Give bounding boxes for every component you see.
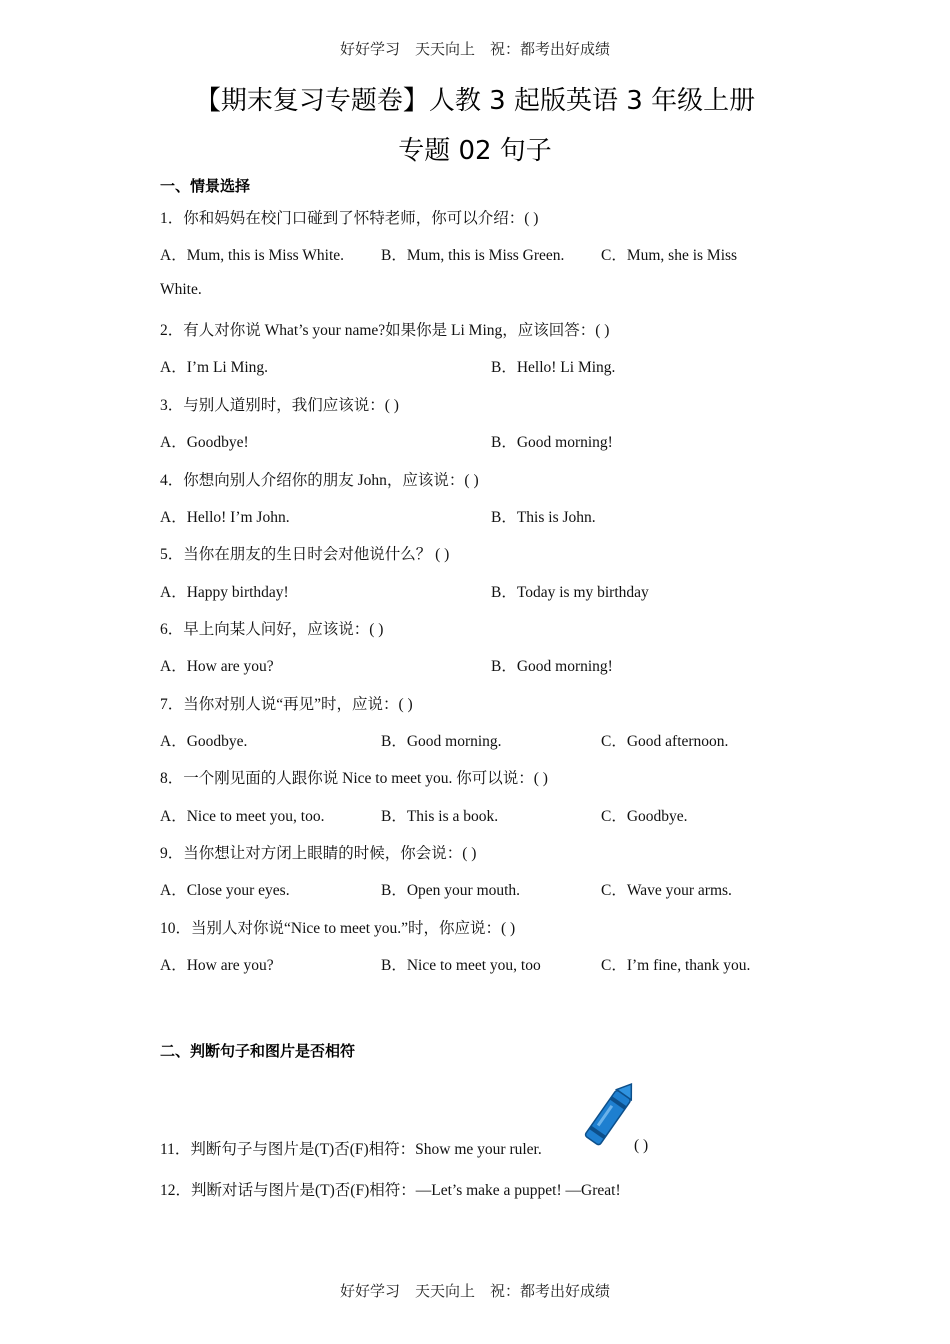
q4-option-b[interactable]: B．This is John. [491, 509, 596, 526]
q1-option-c[interactable]: C．Mum, she is Miss [601, 247, 738, 264]
section2-heading: 二、判断句子和图片是否相符 [160, 1042, 356, 1060]
q10-option-b[interactable]: B．Nice to meet you, too [381, 957, 541, 974]
q2-option-a[interactable]: A．I’m Li Ming. [160, 359, 269, 376]
q7-option-a[interactable]: A．Goodbye. [160, 733, 248, 750]
q1-option-c-cont: White. [160, 281, 202, 298]
q9-stem: 9．当你想让对方闭上眼睛的时候，你会说：( ) [160, 845, 477, 862]
q6-option-b[interactable]: B．Good morning! [491, 658, 613, 675]
q6-stem: 6．早上向某人问好，应该说：( ) [160, 621, 384, 638]
q11-answer-blank[interactable]: ( ) [634, 1137, 649, 1154]
q12-stem: 12．判断对话与图片是(T)否(F)相符：—Let’s make a puppet! —Great! [160, 1182, 621, 1199]
page-footer: 好好学习 天天向上 祝：都考出好成绩 [339, 1282, 610, 1300]
q9-option-b[interactable]: B．Open your mouth. [381, 882, 521, 899]
q1-option-b[interactable]: B．Mum, this is Miss Green. [381, 247, 565, 264]
q2-stem: 2．有人对你说 What’s your name?如果你是 Li Ming，应该回答：( ) [160, 322, 610, 339]
q2-option-b[interactable]: B．Hello! Li Ming. [491, 359, 616, 376]
q5-option-b[interactable]: B．Today is my birthday [491, 584, 649, 601]
q8-option-c[interactable]: C．Goodbye. [601, 808, 688, 825]
q6-option-a[interactable]: A．How are you? [160, 658, 274, 675]
q1-option-a[interactable]: A．Mum, this is Miss White. [160, 247, 345, 264]
q4-option-a[interactable]: A．Hello! I’m John. [160, 509, 290, 526]
q1-stem: 1．你和妈妈在校门口碰到了怀特老师，你可以介绍：( ) [160, 210, 539, 227]
q10-option-c[interactable]: C．I’m fine, thank you. [601, 957, 751, 974]
q5-option-a[interactable]: A．Happy birthday! [160, 584, 289, 601]
q3-option-b[interactable]: B．Good morning! [491, 434, 613, 451]
q4-stem: 4．你想向别人介绍你的朋友 John，应该说：( ) [160, 472, 479, 489]
q10-option-a[interactable]: A．How are you? [160, 957, 274, 974]
q3-stem: 3．与别人道别时，我们应该说：( ) [160, 397, 399, 414]
q7-option-b[interactable]: B．Good morning. [381, 733, 502, 750]
q5-stem: 5．当你在朋友的生日时会对他说什么？ ( ) [160, 546, 450, 563]
q8-option-b[interactable]: B．This is a book. [381, 808, 499, 825]
q7-option-c[interactable]: C．Good afternoon. [601, 733, 729, 750]
page-header: 好好学习 天天向上 祝：都考出好成绩 [339, 40, 610, 58]
page-subtitle: 专题 02 句子 [398, 136, 552, 166]
q11-stem: 11．判断句子与图片是(T)否(F)相符：Show me your ruler. [160, 1141, 542, 1158]
page-title: 【期末复习专题卷】人教 3 起版英语 3 年级上册 [194, 86, 756, 116]
blue-crayon-icon [580, 1076, 638, 1156]
q10-stem: 10．当别人对你说“Nice to meet you.”时，你应说：( ) [160, 920, 516, 937]
q9-option-c[interactable]: C．Wave your arms. [601, 882, 732, 899]
q3-option-a[interactable]: A．Goodbye! [160, 434, 249, 451]
q8-option-a[interactable]: A．Nice to meet you, too. [160, 808, 325, 825]
q7-stem: 7．当你对别人说“再见”时，应说：( ) [160, 696, 413, 713]
q9-option-a[interactable]: A．Close your eyes. [160, 882, 290, 899]
q8-stem: 8．一个刚见面的人跟你说 Nice to meet you. 你可以说：( ) [160, 770, 548, 787]
section1-heading: 一、情景选择 [160, 177, 251, 195]
